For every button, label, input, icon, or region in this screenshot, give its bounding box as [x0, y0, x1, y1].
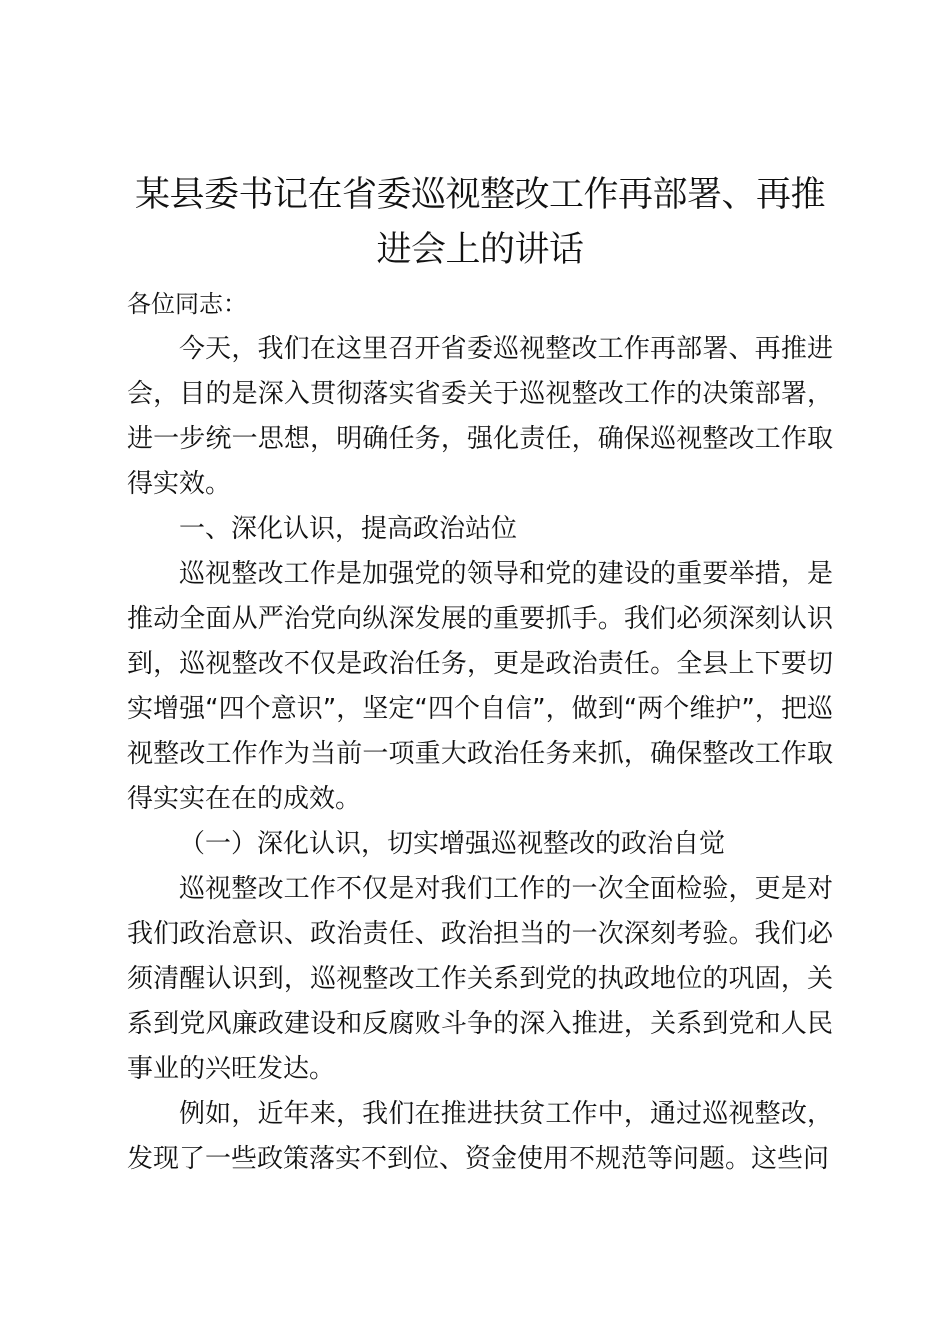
document-title: 某县委书记在省委巡视整改工作再部署、再推进会上的讲话	[134, 175, 825, 270]
document-body	[127, 282, 833, 1182]
salutation: 各位同志：	[127, 290, 247, 318]
document-page	[127, 168, 833, 1182]
section-heading-1: 一、深化认识，提高政治站位	[179, 514, 518, 544]
paragraph-opening: 今天，我们在这里召开省委巡视整改工作再部署、再推进会，目的是深入贯彻落实省委关于巡视整改工作的决策部署，进一步统一思想，明确任务，强化责任，确保巡视整改工作取得实效。	[127, 334, 833, 499]
paragraph-section-1: 巡视整改工作是加强党的领导和党的建设的重要举措，是推动全面从严治党向纵深发展的重要抓手。我们必须深刻认识到，巡视整改不仅是政治任务，更是政治责任。全县上下要切实增强“四个意识”，坚定“四个自信”，做到“两个维护”，把巡视整改工作作为当前一项重大政治任务来抓，确保整改工作取得实实在在的成效。	[127, 559, 833, 814]
paragraph-example: 例如，近年来，我们在推进扶贫工作中，通过巡视整改，发现了一些政策落实不到位、资金使用不规范等问题。这些问	[127, 1099, 833, 1174]
paragraph-subsection-1: 巡视整改工作不仅是对我们工作的一次全面检验，更是对我们政治意识、政治责任、政治担当的一次深刻考验。我们必须清醒认识到，巡视整改工作关系到党的执政地位的巩固，关系到党风廉政建设和反腐败斗争的深入推进，关系到党和人民事业的兴旺发达。	[127, 874, 833, 1084]
subsection-heading-1: （一）深化认识，切实增强巡视整改的政治自觉	[179, 829, 726, 859]
